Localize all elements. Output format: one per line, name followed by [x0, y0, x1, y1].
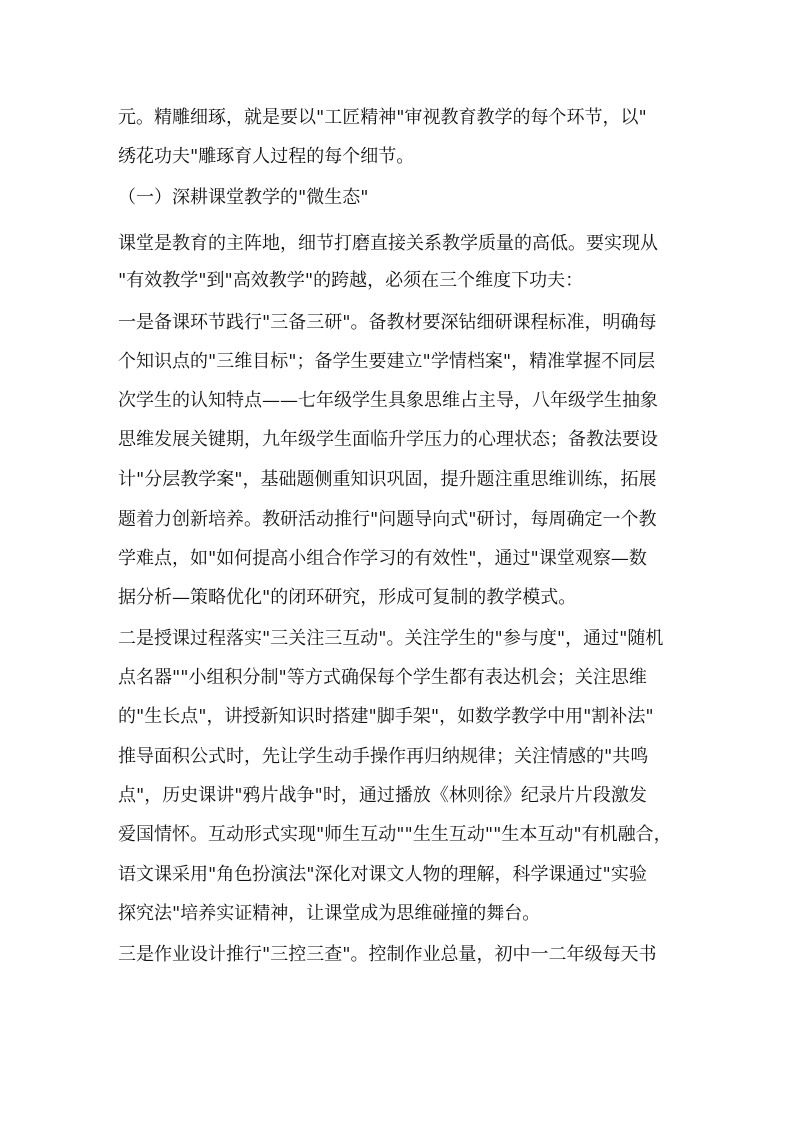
text-line: 学难点，如"如何提高小组合作学习的有效性"，通过"课堂观察—数 [118, 548, 647, 569]
text-line: 二是授课过程落实"三关注三互动"。关注学生的"参与度"，通过"随机 [118, 628, 664, 649]
text-line: 个知识点的"三维目标"；备学生要建立"学情档案"，精准掌握不同层 [118, 351, 656, 372]
text-line: 推导面积公式时，先让学生动手操作再归纳规律；关注情感的"共鸣 [118, 746, 649, 767]
text-line: 绣花功夫"雕琢育人过程的每个细节。 [118, 146, 415, 167]
text-line: 点"，历史课讲"鸦片战争"时，通过播放《林则徐》纪录片片段激发 [118, 785, 647, 806]
text-line: 三是作业设计推行"三控三查"。控制作业总量，初中一二年级每天书 [118, 944, 657, 965]
text-line: 次学生的认知特点——七年级学生具象思维占主导，八年级学生抽象 [118, 390, 658, 411]
section-heading: （一）深耕课堂教学的"微生态" [118, 187, 369, 208]
text-line: 据分析—策略优化"的闭环研究，形成可复制的教学模式。 [118, 587, 577, 608]
text-line: 一是备课环节践行"三备三研"。备教材要深钻细研课程标准，明确每 [118, 312, 657, 333]
text-line: 爱国情怀。互动形式实现"师生互动""生生互动""生本互动"有机融合， [118, 824, 672, 845]
text-line: 计"分层教学案"，基础题侧重知识巩固，提升题注重思维训练，拓展 [118, 469, 657, 490]
text-line: 元。精雕细琢，就是要以"工匠精神"审视教育教学的每个环节，以" [118, 107, 647, 128]
text-line: 课堂是教育的主阵地，细节打磨直接关系教学质量的高低。要实现从 [118, 233, 658, 254]
text-line: 语文课采用"角色扮演法"深化对课文人物的理解，科学课通过"实验 [118, 864, 647, 885]
text-line: 探究法"培养实证精神，让课堂成为思维碰撞的舞台。 [118, 903, 541, 924]
text-line: 的"生长点"，讲授新知识时搭建"脚手架"，如数学教学中用"割补法" [118, 706, 654, 727]
text-line: "有效教学"到"高效教学"的跨越，必须在三个维度下功夫： [118, 270, 584, 291]
text-line: 思维发展关键期，九年级学生面临升学压力的心理状态；备教法要设 [118, 429, 658, 450]
text-line: 题着力创新培养。教研活动推行"问题导向式"研讨，每周确定一个教 [118, 509, 657, 530]
text-line: 点名器""小组积分制"等方式确保每个学生都有表达机会；关注思维 [118, 667, 647, 688]
